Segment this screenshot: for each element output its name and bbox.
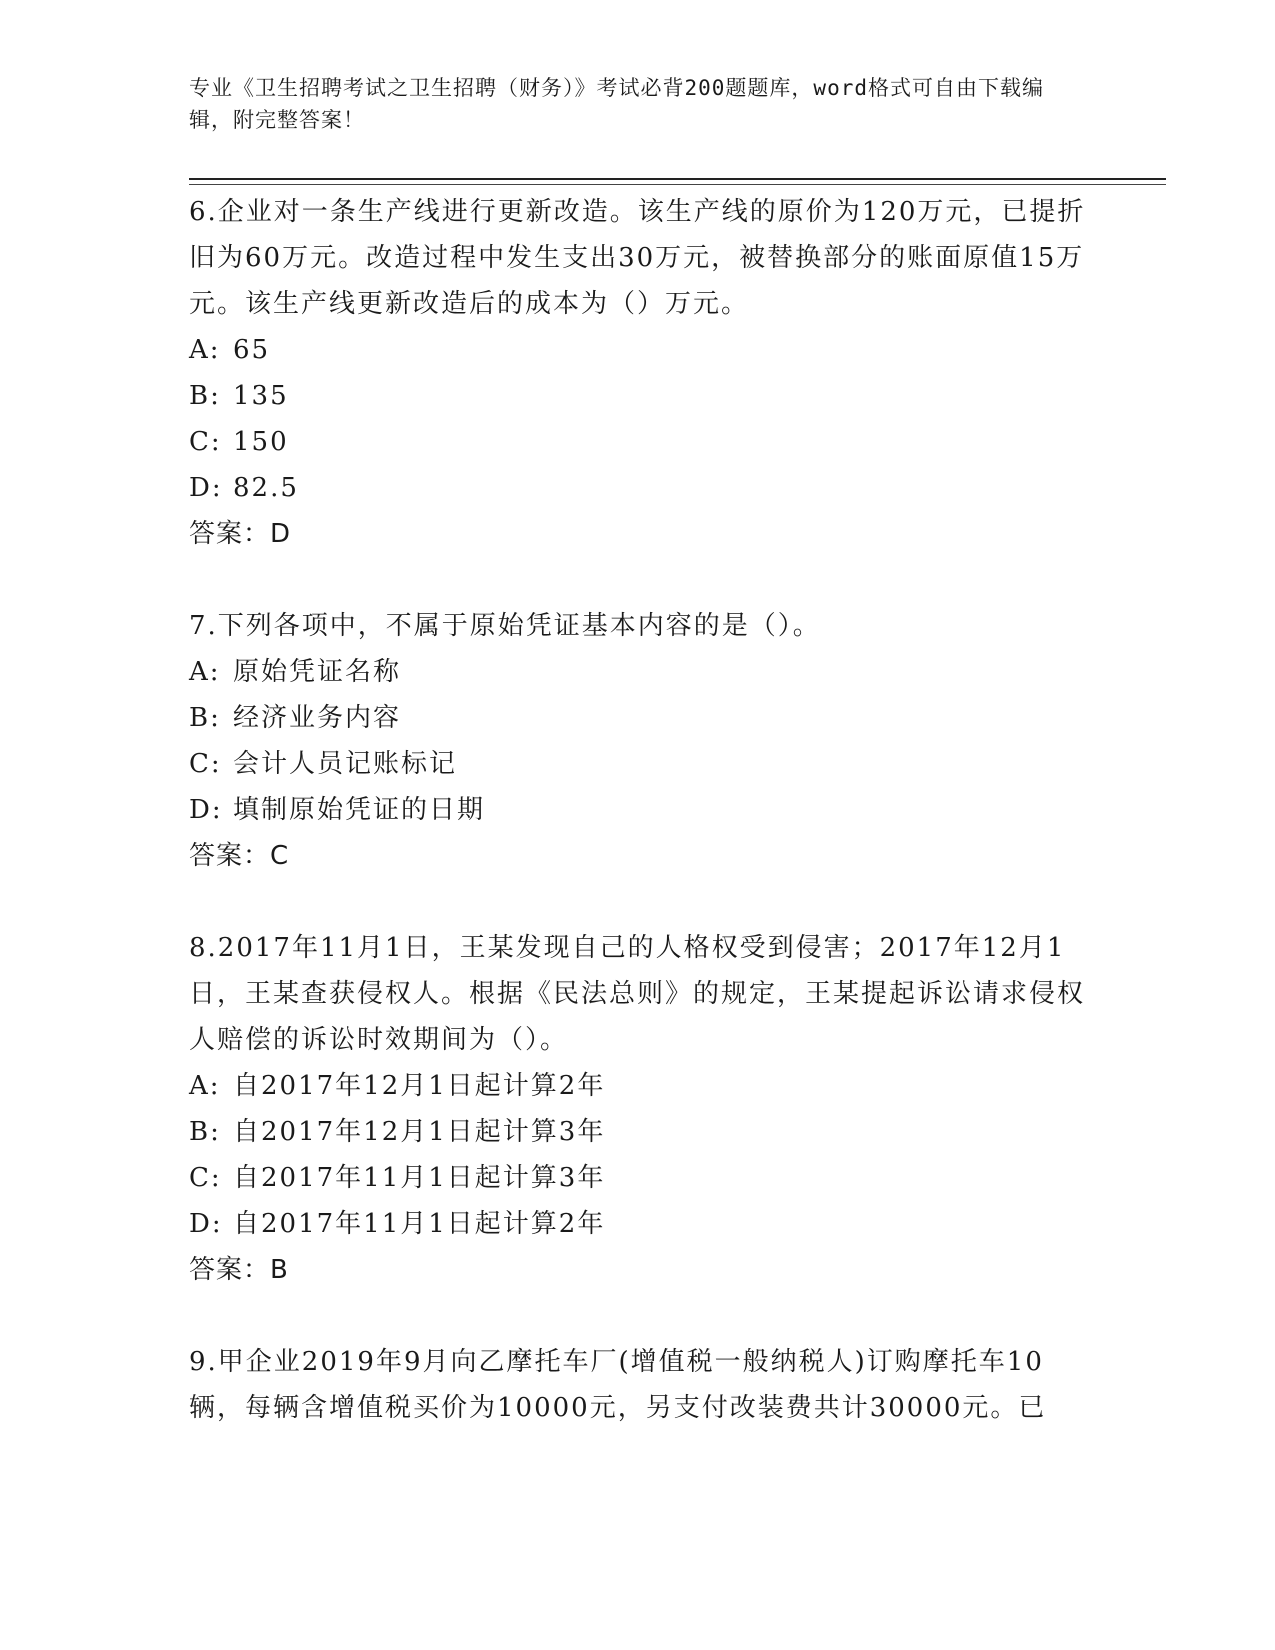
option-text: 经济业务内容: [233, 703, 402, 733]
option-b: [189, 695, 1089, 741]
option-letter: D:: [189, 473, 223, 503]
option-c: [189, 419, 1089, 465]
answer-label: 答案：C: [189, 841, 290, 871]
option-d: [189, 1201, 1089, 1247]
question-stem: 8.2017年11月1日，王某发现自己的人格权受到侵害；2017年12月1日，王某查获侵权人。根据《民法总则》的规定，王某提起诉讼请求侵权人赔偿的诉讼时效期间为（）。: [189, 933, 1086, 1055]
option-b: [189, 1109, 1089, 1155]
question-stem: 9.甲企业2019年9月向乙摩托车厂(增值税一般纳税人)订购摩托车10辆，每辆含增值税买价为10000元，另支付改装费共计30000元。已: [189, 1347, 1047, 1423]
question-stem: 6.企业对一条生产线进行更新改造。该生产线的原价为120万元，已提折旧为60万元。改造过程中发生支出30万元，被替换部分的账面原值15万元。该生产线更新改造后的成本为（）万元。: [189, 197, 1086, 319]
question-9: [189, 1339, 1089, 1431]
document-header-title: 专业《卫生招聘考试之卫生招聘（财务）》考试必背200题题库，word格式可自由下载编辑，附完整答案！: [189, 76, 1044, 132]
question-list: [189, 189, 1089, 1431]
option-letter: B:: [189, 1117, 221, 1147]
option-c: [189, 741, 1089, 787]
option-letter: D:: [189, 795, 223, 825]
question-spacer: [189, 879, 1089, 925]
option-letter: C:: [189, 1163, 222, 1193]
header-divider-thin: [189, 184, 1166, 185]
option-letter: C:: [189, 749, 222, 779]
option-text: 自2017年12月1日起计算2年: [233, 1071, 606, 1101]
option-letter: B:: [189, 703, 221, 733]
option-b: [189, 373, 1089, 419]
option-a: [189, 649, 1089, 695]
question-8: [189, 925, 1089, 1293]
option-text: 会计人员记账标记: [233, 749, 458, 779]
option-text: 自2017年11月1日起计算3年: [233, 1163, 606, 1193]
question-spacer: [189, 557, 1089, 603]
option-text: 82.5: [233, 473, 299, 503]
option-text: 150: [233, 427, 289, 457]
option-text: 65: [233, 335, 271, 365]
header-divider-thick: [189, 178, 1166, 180]
option-letter: A:: [189, 335, 221, 365]
option-a: [189, 327, 1089, 373]
option-letter: A:: [189, 1071, 221, 1101]
option-letter: B:: [189, 381, 221, 411]
option-text: 自2017年11月1日起计算2年: [233, 1209, 606, 1239]
option-text: 自2017年12月1日起计算3年: [233, 1117, 606, 1147]
option-letter: C:: [189, 427, 222, 457]
answer-label: 答案：D: [189, 519, 292, 549]
question-6: [189, 189, 1089, 557]
answer-label: 答案：B: [189, 1255, 289, 1285]
option-c: [189, 1155, 1089, 1201]
question-stem: 7.下列各项中，不属于原始凭证基本内容的是（）。: [189, 611, 821, 641]
question-7: [189, 603, 1089, 879]
option-d: [189, 465, 1089, 511]
option-d: [189, 787, 1089, 833]
option-letter: D:: [189, 1209, 223, 1239]
option-text: 135: [233, 381, 289, 411]
option-letter: A:: [189, 657, 221, 687]
option-a: [189, 1063, 1089, 1109]
option-text: 填制原始凭证的日期: [233, 795, 486, 825]
question-spacer: [189, 1293, 1089, 1339]
option-text: 原始凭证名称: [233, 657, 402, 687]
